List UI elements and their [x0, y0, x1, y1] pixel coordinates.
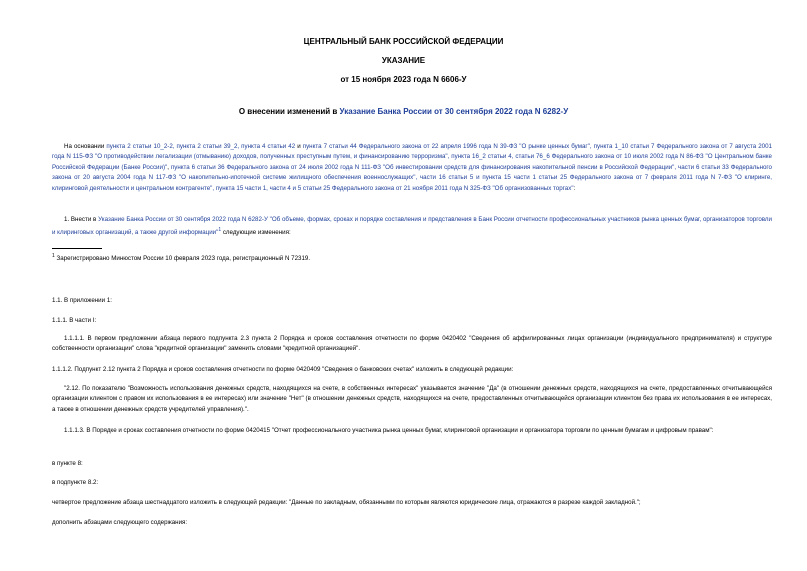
- title-link[interactable]: Указание Банка России от 30 сентября 2022 года N 6282-У: [339, 107, 569, 116]
- preamble-text-3: ,: [167, 163, 171, 171]
- footnote-mark: 1: [52, 253, 55, 259]
- preamble-link-2[interactable]: пункта 7 статьи 44 Федерального закона от 22 апреля 1996 года N 39-ФЗ "О рынке ценных бумаг", пункта 1_10 статьи 7 Федерального закона от 7 августа 2001 года N 115-ФЗ "О противодействии легализации (отмыванию) доходов, полученных преступным путем, и финансированию терроризма", пункта 16_2 статьи 4, статьи 76_6 Федерального закона от 10 июля 2002 года N 86-ФЗ "О Центральном банке Российской Федерации (Банке России)": [52, 143, 772, 171]
- paragraph-subpoint-8-2: в подпункте 8.2:: [52, 479, 99, 486]
- preamble-text-1: На основании: [64, 143, 107, 150]
- item-1-text-2: следующие изменения:: [221, 229, 291, 237]
- item-1-text-1: 1. Внести в: [64, 216, 99, 223]
- document-title: [30, 107, 777, 116]
- footnote-divider: [52, 248, 102, 249]
- paragraph-1-1-1: 1.1.1. В части I:: [52, 317, 97, 324]
- paragraph-fourth-sentence: четвертое предложение абзаца шестнадцатого изложить в следующей редакции: "Данные по закладным, обязанными по которым являются юридические лица, отражаются в разрезе каждой закладной.";: [52, 499, 641, 506]
- item-1-link[interactable]: Указание Банка России от 30 сентября 2022 года N 6282-У "Об объеме, формах, сроках и порядке составления и представления в Банк России отчетности профессиональных участников рынка ценных бумаг, организаторов торговли и клиринговых организаций, а также другой информации": [52, 216, 772, 237]
- document-type: УКАЗАНИЕ: [381, 56, 426, 65]
- paragraph-add-abzats: дополнить абзацами следующего содержания:: [52, 519, 188, 526]
- paragraph-2-12-quote: "2.12. По показателю "Возможность использования денежных средств, находящихся на счете, в собственных интересах" указывается значение "Да" (в отношении денежных средств, находящихся на счете, предоставленных отчитывающейся организации клиентом с правом их использования в ее интересах) или значение "Нет" (в отношении денежных средств, находящихся на счете, предоставленных отчитывающейся организации клиентом без права их использования в ее интересах, а также в отношении денежных средств учредителей управления).".: [52, 385, 772, 413]
- footnote-text: Зарегистрировано Минюстом России 10 февраля 2023 года, регистрационный N 72319.: [54, 255, 311, 263]
- paragraph-point-8: в пункте 8:: [52, 460, 83, 467]
- preamble-paragraph: [52, 142, 772, 194]
- paragraph-1-1: 1.1. В приложении 1:: [52, 297, 112, 304]
- item-1-paragraph: [52, 215, 772, 239]
- preamble-link-1[interactable]: пункта 2 статьи 10_2-2, пункта 2 статьи 39_2, пункта 4 статьи 42: [106, 143, 296, 150]
- paragraph-1-1-1-3: 1.1.1.3. В Порядке и сроках составления отчетности по форме 0420415 "Отчет профессионального участника рынка ценных бумаг, клиринговой организации и организатора торговли по ценным бумагам и цифровым правам":: [64, 427, 714, 434]
- paragraph-1-1-1-2: 1.1.1.2. Подпункт 2.12 пункта 2 Порядка и сроков составления отчетности по форме 0420409 "Сведения о банковских счетах" изложить в следующей редакции:: [52, 366, 514, 373]
- issuer-heading: ЦЕНТРАЛЬНЫЙ БАНК РОССИЙСКОЙ ФЕДЕРАЦИИ: [303, 37, 504, 46]
- footnote-ref[interactable]: 1: [218, 227, 222, 234]
- preamble-link-3[interactable]: пункта 6 статьи 36 Федерального закона от 24 июля 2002 года N 111-ФЗ "Об инвестировании средств для финансирования накопительной пенсии в Российской Федерации", части 6 статьи 33 Федерального закона от 20 августа 2004 года N 117-ФЗ "О накопительно-ипотечной системе жилищного обеспечения военнослужащих", части 16 статьи 5 и пункта 15 части 1 статьи 25 Федерального закона от 7 февраля 2011 года N 7-ФЗ "О клиринге, клиринговой деятельности и центральном контрагенте", пункта 15 части 1, части 4 и 5 статьи 25 Федерального закона от 21 ноября 2011 года N 325-ФЗ "Об организованных торгах": [52, 163, 772, 192]
- title-prefix: О внесении изменений в: [238, 107, 340, 116]
- preamble-text-4: :: [573, 184, 576, 192]
- paragraph-1-1-1-1: 1.1.1.1. В первом предложении абзаца первого подпункта 2.3 пункта 2 Порядка и сроков составления отчетности по форме 0420402 "Сведения об аффилированных лицах организации (индивидуального предпринимателя) и структуре собственности организации" слова "кредитной организации" заменить словами "кредитной организацией".: [52, 335, 772, 353]
- preamble-text-2: и: [295, 143, 303, 150]
- footnote: [52, 251, 310, 264]
- document-date: от 15 ноября 2023 года N 6606-У: [340, 75, 467, 84]
